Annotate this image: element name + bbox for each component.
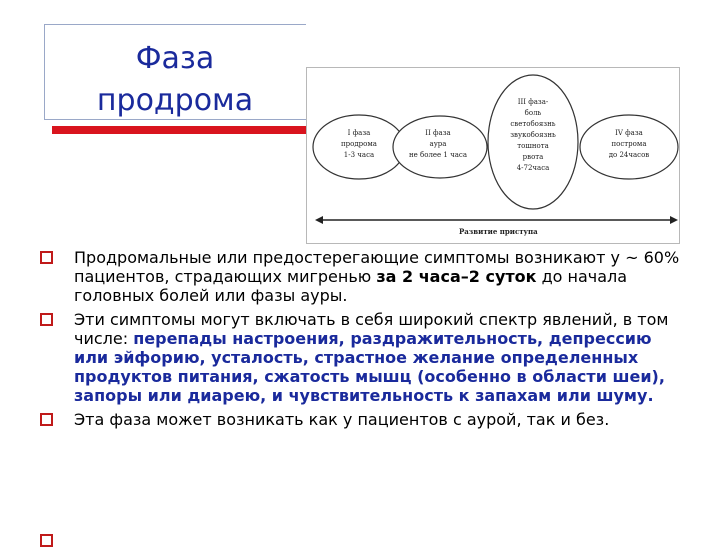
phase4-line3: до 24часов (608, 151, 650, 159)
phase3-line2: боль (524, 109, 542, 117)
partial-bullet-icon (40, 534, 53, 547)
square-bullet-icon (40, 313, 53, 326)
bullet-list (40, 248, 680, 434)
phase3-line7: 4-72часа (516, 164, 550, 172)
migraine-phases-diagram (306, 67, 680, 244)
bullet1-text-end: до начала головных болей или фазы ауры. (74, 267, 628, 305)
bullet-item-1 (40, 248, 680, 305)
title-line-1: Фаза (135, 41, 215, 76)
slide-title (44, 38, 306, 122)
phase3-line4: звукобоязнь (510, 131, 556, 139)
phase2-line2: аура (429, 140, 447, 148)
phase3-line6: рвота (522, 153, 544, 161)
bullet1-bold-text: за 2 часа–2 суток (376, 267, 537, 286)
phase1-line3: 1-3 часа (343, 151, 375, 159)
phase3-line3: светобоязнь (510, 120, 556, 128)
bullet1-text: Продромальные или предостерегающие симптомы возникают у ~ 60% пациентов, страдающих мигренью (74, 248, 680, 286)
phase2-line1: II фаза (425, 129, 451, 137)
bullet2-text-end: . (647, 386, 654, 405)
bullet3-text: Эта фаза может возникать как у пациентов с аурой, так и без. (74, 410, 610, 429)
bullet-item-2 (40, 310, 680, 405)
phase3-line5: тошнота (517, 142, 549, 150)
bullet2-highlight-text: перепады настроения, раздражительность, депрессию или эйфорию, усталость, страстное желание определенных продуктов питания, сжатость мышц (особенно в области шеи), запоры или диарею, и чувствительность к запахам или шуму (74, 329, 665, 405)
axis-left-arrow-icon (315, 216, 323, 224)
phases-svg (307, 68, 681, 245)
phase1-line1: I фаза (347, 129, 371, 137)
phase3-line1: III фаза- (517, 98, 549, 106)
phase4-line1: IV фаза (615, 129, 643, 137)
title-underline-bar (52, 126, 310, 134)
phase1-line2: продрома (341, 140, 377, 148)
square-bullet-icon (40, 413, 53, 426)
axis-right-arrow-icon (670, 216, 678, 224)
title-line-2: продрома (96, 83, 254, 118)
bullet-item-3 (40, 410, 680, 429)
phase4-line2: построма (611, 140, 647, 148)
square-bullet-icon (40, 251, 53, 264)
bullet2-text: Эти симптомы могут включать в себя широкий спектр явлений, в том числе: (74, 310, 669, 348)
phase2-line3: не более 1 часа (409, 151, 467, 159)
axis-label: Развитие приступа (459, 227, 538, 236)
